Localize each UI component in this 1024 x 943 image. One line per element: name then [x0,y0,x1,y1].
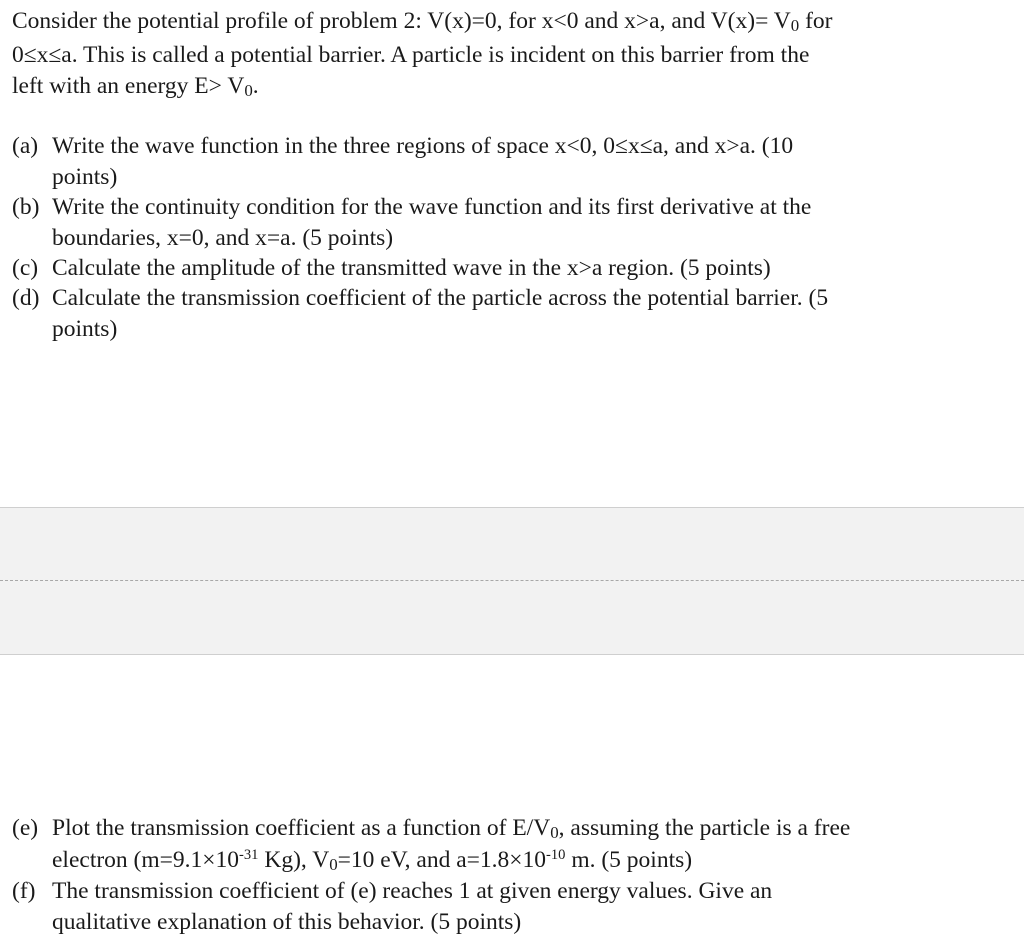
question-d-line-1: Calculate the transmission coefficient of the particle across the potential barrier. (5 [52,285,829,311]
dashed-divider [0,580,1024,581]
intro-line-1: Consider the potential profile of problem 2: V(x)=0, for x<0 and x>a, and V(x)= V0 for [12,8,833,36]
subscript: 0 [790,16,800,36]
superscript: -10 [546,847,566,863]
intro-line-3: left with an energy E> V0. [12,73,259,101]
question-f-line-1: The transmission coefficient of (e) reaches 1 at given energy values. Give an [52,878,773,904]
intro-line-2: 0≤x≤a. This is called a potential barrier. A particle is incident on this barrier from the [12,42,810,68]
question-e-line-1: Plot the transmission coefficient as a function of E/V0, assuming the particle is a free [52,815,851,843]
question-f-line-2: qualitative explanation of this behavior. (5 points) [52,909,522,935]
question-b-label: (b) [12,194,40,220]
question-a-label: (a) [12,133,39,159]
question-b-line-1: Write the continuity condition for the wave function and its first derivative at the [52,194,812,220]
question-e-label: (e) [12,815,39,841]
superscript: -31 [239,847,259,863]
question-c-label: (c) [12,255,39,281]
page-break-separator [0,507,1024,655]
question-e-line-2: electron ($m=9.1\times 10^{-31}$ Kg), V0=10 eV, and $a=1.8\times 10^{-10}$ m. (5 points) [52,847,693,875]
question-b-line-2: boundaries, x=0, and x=a. (5 points) [52,225,394,251]
question-c-line-1: Calculate the amplitude of the transmitted wave in the x>a region. (5 points) [52,255,771,281]
subscript: 0 [329,855,338,875]
question-d-label: (d) [12,285,40,311]
question-a-line-1: Write the wave function in the three regions of space x<0, 0≤x≤a, and x>a. (10 [52,133,794,159]
question-d-line-2: points) [52,316,118,342]
subscript: 0 [244,81,253,101]
subscript: 0 [550,823,559,843]
question-f-label: (f) [12,878,36,904]
question-a-line-2: points) [52,164,118,190]
